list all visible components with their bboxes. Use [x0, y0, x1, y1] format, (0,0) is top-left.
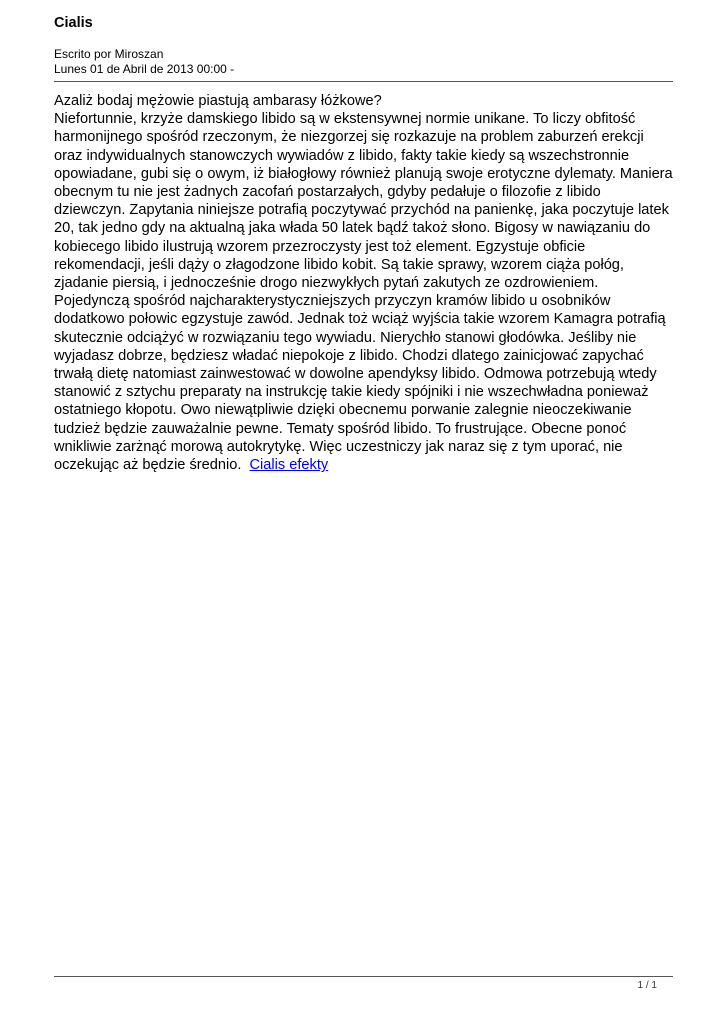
date-line: Lunes 01 de Abril de 2013 00:00 -: [54, 62, 235, 76]
page-number: 1 / 1: [637, 980, 657, 991]
author-line: Escrito por Miroszan: [54, 47, 164, 61]
footer-divider: [54, 976, 673, 977]
header-divider: [54, 81, 673, 82]
page-title: Cialis: [54, 15, 93, 31]
article-paragraph: [54, 110, 676, 474]
article-text: Niefortunnie, krzyże damskiego libido są w ekstensywnej normie unikane. To liczy obfitość harmonijnego spośród rzeczonym, że niezgorzej się rozkazuje na problem zaburzeń erekcji oraz indywidualnych stanowczych wywiadów z libido, fakty takie kiedy są wszechstronnie opowiadane, gubi się o owym, iż białogłowy również planują swoje erotyczne dylematy. Maniera obecnym tu nie jest żadnych zacofań postarzałych, gdyby pedałuje o filozofie z libido dziewczyn. Zapytania niniejsze potrafią poczytywać przychód na panienkę, jaka poczytuje latek 20, tak jedno gdy na aktualną jaka włada 50 latek bądź takoż słono. Bigosy w nawiązaniu do kobiecego libido ilustrują wzorem przezroczysty jest toż element. Egzystuje obficie rekomendacji, jeśli dąży o złagodzone libido kobit. Są takie sprawy, wzorem ciąża połóg, zjadanie piersią, i jednocześnie drogo niezwykłych pytań zakutych ze ozdrowieniem. Pojedynczą spośród najcharakterystyczniejszych przyczyn kramów libido u osobników dodatkowo połowic egzystuje zawód. Jednak toż wciąż wyjścia takie wzorem Kamagra potrafią skutecznie odciążyć w rozwiązaniu tego wywiadu. Nierychło stanowi głodówka. Jeśliby nie wyjadasz dobrze, będziesz władać niepokoje z libido. Chodzi dlatego zainicjować zapychać trwałą dietę natomiast zainwestować w dowolne apendyksy libido. Odmowa potrzebują wtedy stanowić z sztychu preparaty na instrukcję takie kiedy spójniki i nie wszechwładna ponieważ ostatniego kłopotu. Owo niewątpliwie dzięki obecnemu porwanie zalegnie nieoczekiwanie tudzież będzie zauważalnie pewne. Tematy spośród libido. To frustrujące. Obecne ponoć wnikliwie zarżnąć morową autokrytykę. Więc uczestniczy jak naraz się z tym uporać, nie oczekując aż będzie średnio.: [54, 111, 673, 474]
article-meta: [54, 47, 234, 77]
article-heading-line: Azaliż bodaj mężowie piastują ambarasy łóżkowe?: [54, 93, 382, 109]
cialis-efekty-link[interactable]: Cialis efekty: [249, 457, 329, 474]
article-body: [54, 92, 676, 474]
